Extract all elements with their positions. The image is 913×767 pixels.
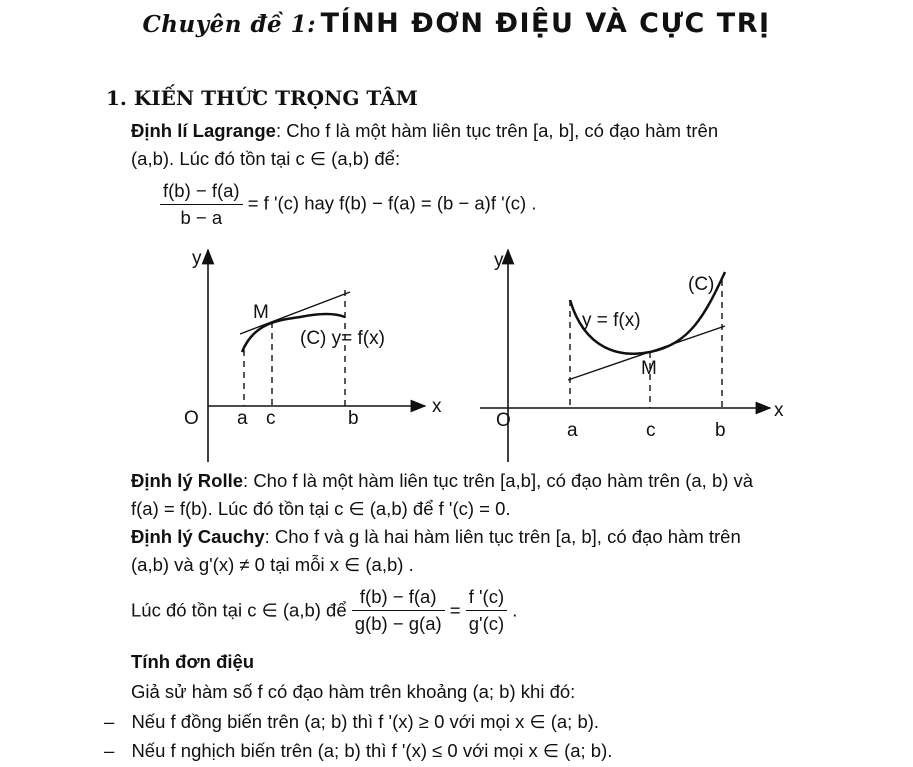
- title-lead: Chuyên đề 1:: [142, 11, 317, 38]
- rolle-text1: : Cho f là một hàm liên tục trên [a,b], có đạo hàm trên (a, b) và: [243, 470, 754, 491]
- monotonic-item-1: [104, 711, 599, 733]
- lagrange-fraction: [160, 180, 243, 229]
- graph1-y-label: y: [192, 248, 202, 269]
- graph2-a-label: a: [567, 420, 578, 441]
- graph2-c-label: c: [646, 420, 656, 441]
- graph1-x-label: x: [432, 396, 442, 417]
- rolle-name: Định lý Rolle: [131, 470, 244, 491]
- graph2-y-label: y: [494, 250, 504, 271]
- graph2-m-label: M: [641, 358, 657, 379]
- graph-left: [184, 248, 442, 462]
- lagrange-name: Định lí Lagrange: [131, 120, 276, 141]
- lagrange-line2: (a,b). Lúc đó tồn tại c ∈ (a,b) để:: [131, 148, 401, 169]
- cauchy-formula-eq: =: [449, 599, 461, 621]
- rolle-line2: f(a) = f(b). Lúc đó tồn tại c ∈ (a,b) để f '(c) = 0.: [131, 498, 511, 519]
- cauchy-line1: [131, 526, 741, 548]
- lagrange-text1: : Cho f là một hàm liên tục trên [a, b], có đạo hàm trên: [275, 120, 719, 141]
- cauchy-fraction-left-num: f(b) − f(a): [352, 586, 445, 611]
- monotonic-heading: Tính đơn điệu: [131, 651, 255, 672]
- section-heading: 1. KIẾN THỨC TRỌNG TÂM: [106, 86, 418, 110]
- title-main: TÍNH ĐƠN ĐIỆU VÀ CỰC TRỊ: [320, 8, 771, 39]
- graph1-origin-label: O: [184, 408, 199, 429]
- cauchy-text1: : Cho f và g là hai hàm liên tục trên [a, b], có đạo hàm trên: [264, 526, 741, 547]
- lagrange-line1: [131, 120, 718, 142]
- lagrange-fraction-numerator: f(b) − f(a): [160, 180, 243, 205]
- graph2-b-label: b: [715, 420, 726, 441]
- list-item-text: Nếu f nghịch biến trên (a; b) thì f '(x) ≤ 0 với mọi x ∈ (a; b).: [131, 740, 613, 761]
- lagrange-formula: [160, 180, 536, 229]
- lagrange-fraction-denominator: b − a: [180, 207, 223, 228]
- cauchy-line2: (a,b) và g'(x) ≠ 0 tại mỗi x ∈ (a,b) .: [131, 554, 414, 575]
- cauchy-fraction-right-den: g'(c): [468, 613, 505, 634]
- graph2-curve-label: y = f(x): [582, 310, 641, 331]
- cauchy-formula-lead: Lúc đó tồn tại c ∈ (a,b) để: [131, 599, 347, 621]
- cauchy-fraction-right: [466, 586, 507, 635]
- cauchy-fraction-right-num: f '(c): [466, 586, 507, 611]
- graph1-c-label: c: [266, 408, 276, 429]
- list-dash: –: [104, 740, 115, 761]
- cauchy-fraction-left: [352, 586, 445, 635]
- graph1-a-label: a: [237, 408, 248, 429]
- monotonic-intro: Giả sử hàm số f có đạo hàm trên khoảng (a; b) khi đó:: [131, 681, 576, 702]
- graph1-b-label: b: [348, 408, 359, 429]
- graph2-x-label: x: [774, 400, 784, 421]
- graph2-c-label-curve: (C): [688, 274, 715, 295]
- cauchy-formula: [131, 586, 517, 635]
- cauchy-fraction-left-den: g(b) − g(a): [354, 613, 442, 634]
- graph1-curve-label: (C) y= f(x): [300, 328, 385, 349]
- graph-right: [480, 250, 784, 462]
- list-dash: –: [104, 711, 115, 732]
- lagrange-graphs: [170, 240, 810, 465]
- graph1-m-label: M: [253, 302, 269, 323]
- rolle-line1: [131, 470, 753, 492]
- lagrange-formula-rest: = f '(c) hay f(b) − f(a) = (b − a)f '(c) .: [247, 192, 537, 214]
- cauchy-name: Định lý Cauchy: [131, 526, 265, 547]
- page-title: [0, 8, 913, 39]
- graph2-origin-label: O: [496, 410, 511, 431]
- cauchy-formula-end: .: [512, 599, 518, 621]
- monotonic-item-2: [104, 740, 612, 762]
- list-item-text: Nếu f đồng biến trên (a; b) thì f '(x) ≥ 0 với mọi x ∈ (a; b).: [131, 711, 600, 732]
